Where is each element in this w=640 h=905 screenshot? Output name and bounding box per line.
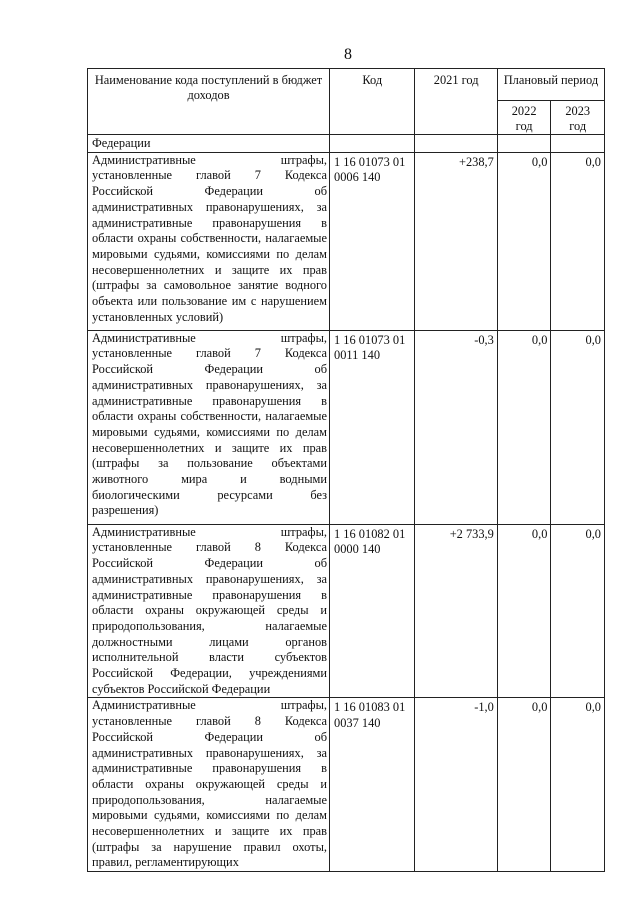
revenue-name: Административные штрафы, установленные главой 7 Кодекса Российской Федерации об административных правонарушениях, за административные правонарушения в области охраны собственности, налагаемые мировыми судьями, комиссиями по делам несовершеннолетних и защите их прав (штрафы за самовольное занятие водного объекта или пользование им с нарушением установленных условий) [88, 152, 330, 330]
continuation-row [88, 135, 605, 153]
continuation-text: Федерации [88, 135, 330, 153]
revenue-code [330, 330, 415, 524]
header-row [88, 69, 605, 101]
revenue-name: Административные штрафы, установленные главой 7 Кодекса Российской Федерации об административных правонарушениях, за административные правонарушения в области охраны собственности, налагаемые мировыми судьями, комиссиями по делам несовершеннолетних и защите их прав (штрафы за пользование объектами животного мира и водными биологическими ресурсами без разрешения) [88, 330, 330, 524]
table-row [88, 330, 605, 524]
code-line-1: 1 16 01083 01 [334, 700, 406, 715]
empty-cell [415, 135, 497, 153]
value-2023: 0,0 [551, 524, 605, 698]
table-row [88, 698, 605, 872]
header-planned-period: Плановый период [497, 69, 604, 101]
table-row [88, 152, 605, 330]
revenue-code [330, 524, 415, 698]
revenue-name: Административные штрафы, установленные главой 8 Кодекса Российской Федерации об административных правонарушениях, за административные правонарушения в области охраны окружающей среды и природопользования, налагаемые мировыми судьями, комиссиями по делам несовершеннолетних и защите их прав (штрафы за нарушение правил охоты, правил, регламентирующих [88, 698, 330, 872]
header-year-2023: 2023 год [551, 101, 605, 135]
value-2022: 0,0 [497, 698, 551, 872]
code-line-2: 0006 140 [334, 170, 381, 185]
header-year-2022: 2022 год [497, 101, 551, 135]
revenue-code [330, 152, 415, 330]
value-2023: 0,0 [551, 152, 605, 330]
header-code: Код [330, 69, 415, 135]
code-line-2: 0000 140 [334, 542, 381, 557]
code-line-2: 0011 140 [334, 348, 381, 363]
page-number: 8 [344, 46, 352, 63]
empty-cell [330, 135, 415, 153]
value-2021: -0,3 [415, 330, 497, 524]
value-2022: 0,0 [497, 330, 551, 524]
value-2022: 0,0 [497, 152, 551, 330]
value-2023: 0,0 [551, 698, 605, 872]
code-line-2: 0037 140 [334, 716, 381, 731]
value-2022: 0,0 [497, 524, 551, 698]
value-2023: 0,0 [551, 330, 605, 524]
header-name: Наименование кода поступлений в бюджет доходов [88, 69, 330, 135]
code-line-1: 1 16 01073 01 [334, 154, 406, 169]
value-2021: +2 733,9 [415, 524, 497, 698]
table-row [88, 524, 605, 698]
value-2021: -1,0 [415, 698, 497, 872]
code-line-1: 1 16 01073 01 [334, 332, 406, 347]
revenue-code [330, 698, 415, 872]
code-line-1: 1 16 01082 01 [334, 526, 406, 541]
value-2021: +238,7 [415, 152, 497, 330]
empty-cell [497, 135, 551, 153]
header-year-2021: 2021 год [415, 69, 497, 135]
budget-revenue-table [87, 68, 605, 872]
revenue-name: Административные штрафы, установленные главой 8 Кодекса Российской Федерации об административных правонарушениях, за административные правонарушения в области охраны окружающей среды и природопользования, налагаемые должностными лицами органов исполнительной власти субъектов Российской Федерации, учреждениями субъектов Российской Федерации [88, 524, 330, 698]
empty-cell [551, 135, 605, 153]
